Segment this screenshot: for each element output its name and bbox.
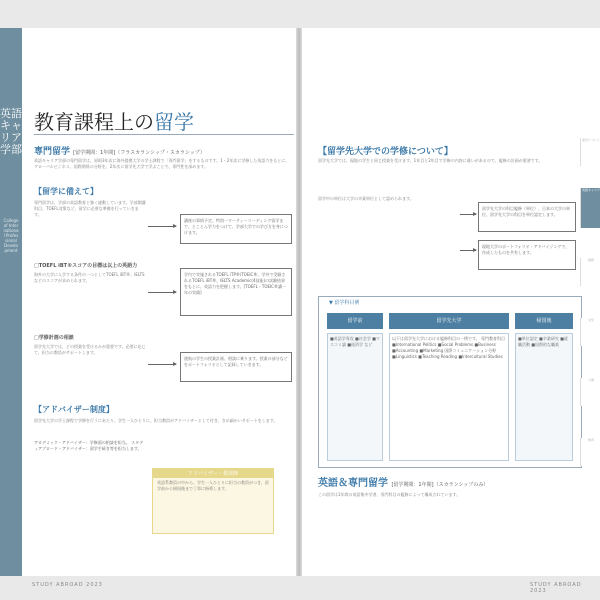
section-body-specialized: 英語キャリア学部の専門留学は、原則3年次に海外提携大学の学士課程で「専門留学」をするものです。1・2年次に学修した英語力をもとに、グローバルビジネス、国際関係の分野を、2年次に留学先大学で学ぶことで、専門性を深めます。 xyxy=(34,158,290,169)
advisor-box-head: アドバイザー・教授陣 xyxy=(153,469,273,478)
flow-col-after: 帰国後 xyxy=(515,313,573,329)
section-head-toefl: □TOEFL iBT®スコアの目標は以上の英語力 xyxy=(34,263,138,269)
prepare-box: 講座の事情予定、特別一ワーティーリーディング留学まで、とことん学力をつけて、学部大学での学び方を身につけます。 xyxy=(180,214,292,244)
page-fold xyxy=(296,28,302,576)
flow-panel-abroad: 以下は留学先大学における履修科目の一例です。 専門教育科目 ■International Politics ■Social Problems ■Business ■Accounting ■Marketing 国際コミュニケーション分野 ■Linguistics ■Teaching Reading ■Intercultural Studies xyxy=(389,333,509,461)
flow-panel-before: ■英語学専攻 ■社会学 ■マスコミ論 ■経済学 など xyxy=(327,333,383,461)
index-tab[interactable]: 教育 xyxy=(580,438,600,466)
flow-col-abroad: 留学先大学 xyxy=(389,313,509,329)
section-head-plan: □学修計画の相談 xyxy=(34,335,74,341)
flow-col-before: 留学前 xyxy=(327,313,383,329)
section-body-toefl: 海外の大学に入学する条件の一つとしてTOEFL iBT®、IELTSなどのスコアが求められます。 xyxy=(34,272,145,283)
arrow xyxy=(460,214,476,215)
plan-box: 渡航の学生の授業計画、相談に乗ります。授業の部分などをポートフォリオとして記録していきます。 xyxy=(180,352,292,382)
section-head-prepare: 【留学に備えて】 xyxy=(34,187,98,196)
right-footer: STUDY ABROAD 2023 xyxy=(530,582,582,594)
faculty-sidebar xyxy=(0,28,22,576)
page-title xyxy=(34,106,194,135)
arrow xyxy=(148,292,176,293)
title-rule xyxy=(34,134,294,135)
section-body-prepare: 専門留学は、学部の英語教育と強く連動しています。学部開講科目、TOEFL対策など、留学に必要な準備を行っていきます。 xyxy=(34,200,146,217)
section-body-plan: 留学先大学では、どの授業を受けるかが重要です。必要に応じて、担当の教員がサポートします。 xyxy=(34,344,146,355)
title-highlight: 留学 xyxy=(154,110,194,134)
left-footer: STUDY ABROAD 2023 xyxy=(32,582,103,588)
advisor-box xyxy=(152,468,274,534)
section-head-specialized: 専門留学 [留学期間：1年間]（フラスカランシップ・スカラシップ） xyxy=(34,147,205,157)
section-body-advisor: 留学先大学の学士課程で学修を行うにあたり、学生一人ひとりに、担当教員がアドバイザーとして付き、きめ細かいサポートをします。 xyxy=(34,418,278,423)
advisor-roles: アカデミック・アドバイザー：学修面の相談を担当。 スタディアブロード・アドバイザー：留学手続き等を担当します。 xyxy=(34,440,144,451)
index-tab[interactable]: 文学 xyxy=(580,318,600,346)
arrow xyxy=(460,250,476,251)
flow-panel-after: ■単位認定 ■卒業研究 ■就職活動 ■国際的な職業 xyxy=(515,333,573,461)
study-box-1: 留学先大学の科目履修（単位）、日本の大学の単位、留学先大学の科目を単位認定します。 xyxy=(478,202,576,232)
faculty-title: 英語キャリア学部 xyxy=(0,107,22,156)
faculty-subtitle: College of International Professional Development xyxy=(3,218,19,253)
toefl-box: 学内で実施されるTOEFL iTP®/TOEIC®、学外で受験されるTOEFL iBT®、IELTS Academic(4技能)の試験結果をもとに、英語力を把握します。[TOEFL・TOEIC®講一年の実績] xyxy=(180,268,292,316)
index-tab[interactable]: 留学について xyxy=(580,138,600,166)
section-body-study-2: 留学中の単位は大学の卒業単位として認められます。 xyxy=(318,196,414,201)
advisor-box-body: 英語系教員の中から、学生一人ひとりに担当の教員がつき、留学前から帰国後まで丁寧に指導します。 xyxy=(157,480,269,491)
section-body-english-specialized: この留学は1年間の英語集中学習、専門科目の履修によって構成されています。 xyxy=(318,492,461,497)
right-index-tabs xyxy=(580,28,600,576)
section-body-study: 留学先大学では、現地の学生と同じ授業を受けます。1年目と2年目で学修の内容に違いがあるので、履修の計画が重要です。 xyxy=(318,158,543,163)
index-tab[interactable]: 人間 xyxy=(580,378,600,406)
arrow xyxy=(148,226,176,227)
title-prefix: 教育課程上の xyxy=(34,110,154,134)
arrow xyxy=(148,364,176,365)
section-head-english-specialized: 英語＆専門留学 [留学期間：1年間]（スカランシップのみ） xyxy=(318,478,489,489)
index-tab[interactable]: 国際 xyxy=(580,258,600,286)
index-tab-active[interactable]: 英語キャリア xyxy=(580,188,600,228)
study-box-2: 現地大学のポートフォリオ・アドバイジングで、作成したものを共有します。 xyxy=(478,240,576,270)
section-head-advisor: 【アドバイザー制度】 xyxy=(34,405,114,414)
section-head-study: 【留学先大学での学修について】 xyxy=(318,147,453,157)
flow-head: ▼ 留学科目例 xyxy=(329,300,360,306)
course-flow-diagram xyxy=(318,296,582,468)
